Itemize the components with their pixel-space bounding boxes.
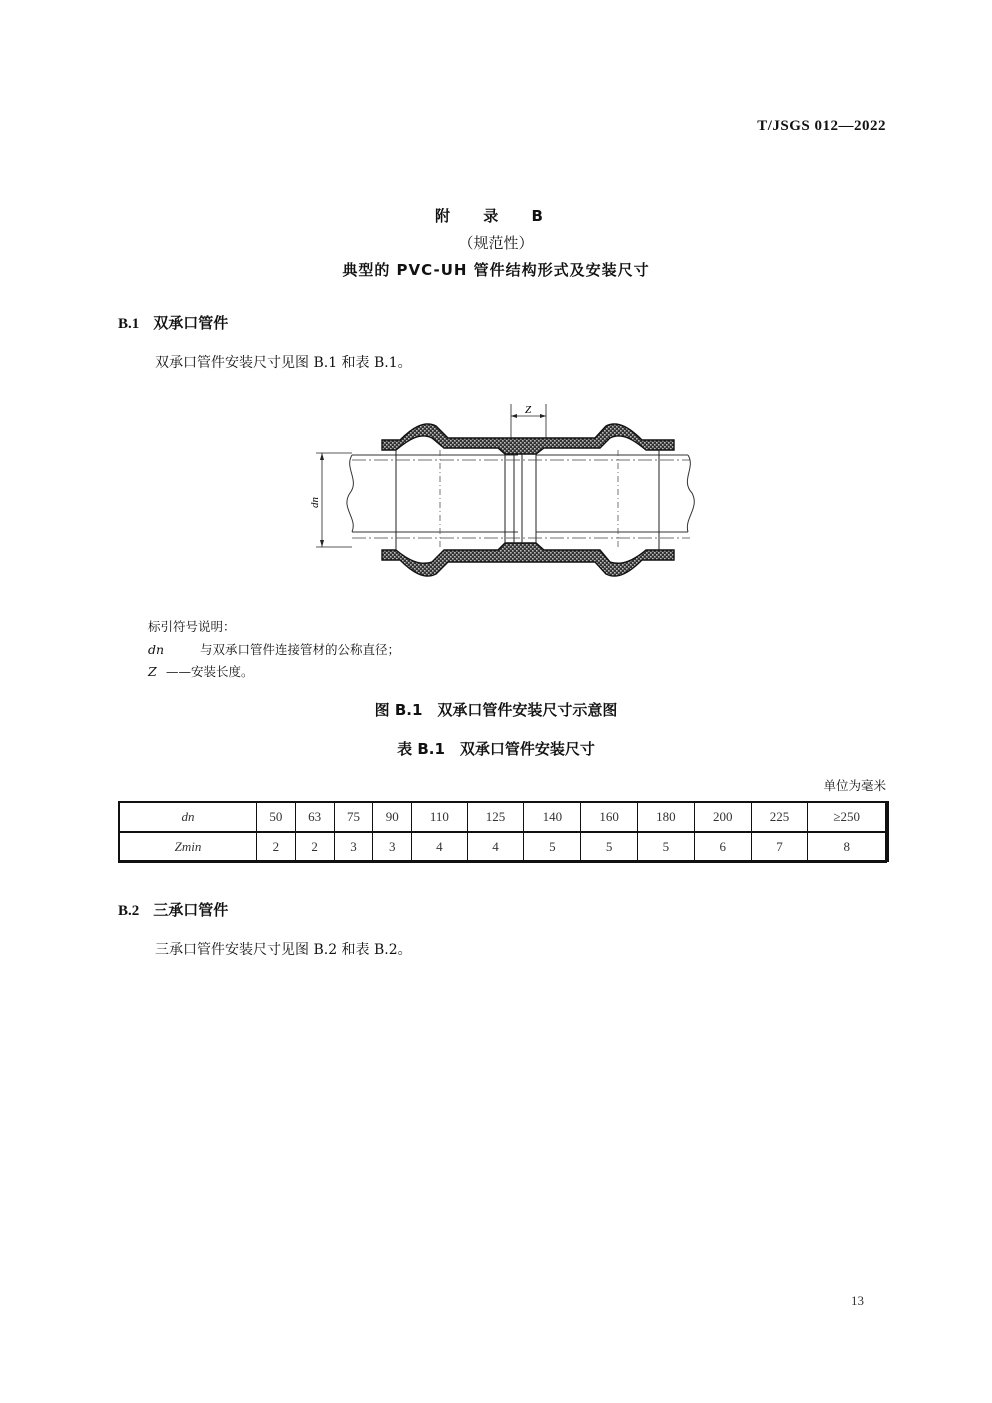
appendix-title: 附 录 B (435, 207, 557, 225)
table-cell: 90 (373, 802, 412, 832)
table-cell: 3 (373, 832, 412, 862)
table-cell: 6 (694, 832, 751, 862)
table-cell: 140 (524, 802, 581, 832)
section-b2-text: 三承口管件安装尺寸见图 B.2 和表 B.2。 (155, 942, 412, 958)
section-b2-heading (118, 899, 228, 920)
table-unit: 单位为毫米 (823, 778, 886, 793)
table-cell: 50 (257, 802, 296, 832)
standard-number: T/JSGS 012—2022 (757, 118, 886, 134)
table-cell: 8 (808, 832, 886, 862)
page-number: 13 (851, 1293, 864, 1308)
table-cell: 110 (412, 802, 468, 832)
section-b1-number: B.1 (118, 316, 140, 332)
table-cell: 3 (334, 832, 373, 862)
table-cell: 160 (581, 802, 638, 832)
section-b1-text: 双承口管件安装尺寸见图 B.1 和表 B.1。 (155, 355, 412, 371)
table-cell: 7 (751, 832, 808, 862)
row-header-dn: dn (119, 802, 257, 832)
section-b1-title: 双承口管件 (153, 314, 229, 332)
table-cell: 2 (257, 832, 296, 862)
table-cell: 5 (524, 832, 581, 862)
table-cell: 200 (694, 802, 751, 832)
section-b1-heading (118, 312, 228, 333)
table-cell: 63 (295, 802, 334, 832)
table-caption: 表 B.1 双承口管件安装尺寸 (397, 740, 595, 758)
table-cell: ≥250 (808, 802, 886, 832)
legend-title: 标引符号说明： (148, 619, 236, 634)
figure-caption: 图 B.1 双承口管件安装尺寸示意图 (374, 701, 618, 719)
table-cell: 5 (638, 832, 695, 862)
coupling-diagram (300, 398, 710, 588)
table-cell: 5 (581, 832, 638, 862)
table-cell: 75 (334, 802, 373, 832)
dimension-table (118, 801, 887, 863)
table-cell: 225 (751, 802, 808, 832)
z-label: Z (524, 404, 532, 416)
section-b2-number: B.2 (118, 903, 140, 919)
legend-item-z (148, 662, 254, 680)
legend-item-dn (148, 640, 400, 658)
table-cell: 4 (467, 832, 524, 862)
appendix-nature: （规范性） (458, 234, 534, 252)
table-row (119, 802, 886, 832)
legend-symbol: dn (148, 642, 165, 657)
appendix-name: 典型的 PVC-UH 管件结构形式及安装尺寸 (342, 261, 650, 279)
table-cell: 2 (295, 832, 334, 862)
dn-label: dn (309, 497, 321, 508)
table-cell: 125 (467, 802, 524, 832)
table-cell: 4 (412, 832, 468, 862)
legend-desc: 与双承口管件连接管材的公称直径； (200, 642, 401, 657)
section-b2-title: 三承口管件 (153, 901, 229, 919)
table-cell: 180 (638, 802, 695, 832)
legend-symbol: Z (148, 664, 157, 679)
legend-desc: ——安装长度。 (166, 664, 254, 679)
row-header-zmin: Zmin (119, 832, 257, 862)
table-row (119, 832, 886, 862)
